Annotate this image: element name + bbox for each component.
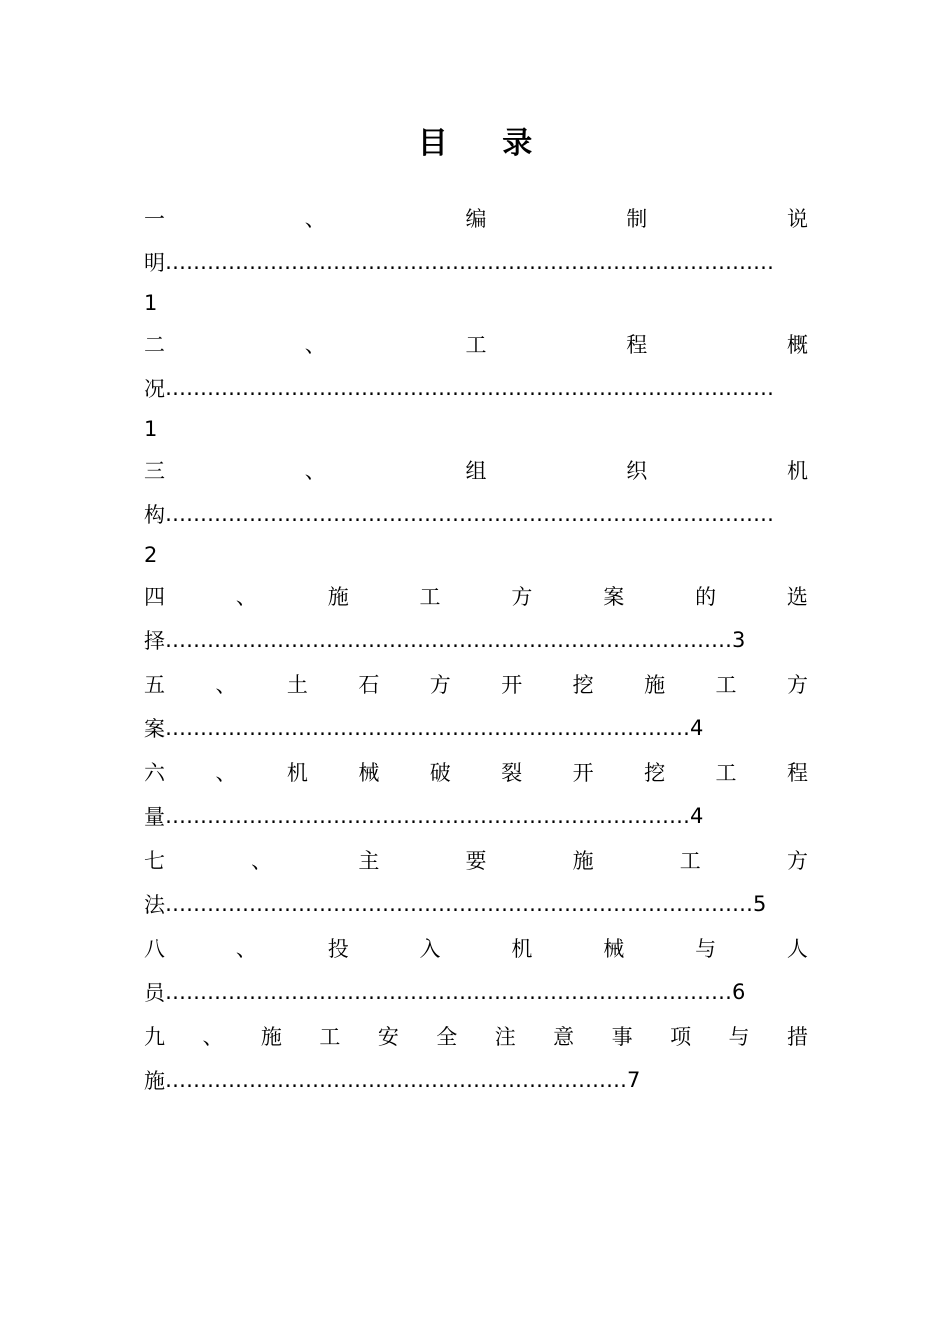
toc-entry-leader-line — [144, 1058, 808, 1102]
page-title: 目 录 — [417, 126, 555, 161]
toc-leader-dots: …………………………………………………………………………… — [165, 376, 774, 400]
toc-entry-char: 工 — [319, 1025, 341, 1049]
toc-entry-last-char: 构 — [144, 503, 165, 527]
toc-entry-char: 九 — [144, 1025, 165, 1049]
toc-leader-dots: ……………………………………………………………………… — [165, 628, 732, 652]
toc-entry-char: 事 — [611, 1025, 633, 1049]
toc-entry-char: 裂 — [501, 761, 523, 785]
toc-entry-leader-line — [144, 706, 808, 750]
toc-entry-char: 注 — [494, 1025, 516, 1049]
toc-entry-last-char: 法 — [144, 893, 165, 917]
toc-entry-char: 方 — [429, 673, 451, 697]
table-of-contents — [144, 196, 808, 1102]
toc-entry-char: 工 — [715, 761, 737, 785]
toc-entry-char: 要 — [465, 849, 487, 873]
toc-entry-char: 措 — [786, 1025, 808, 1049]
toc-entry-last-char: 量 — [144, 805, 165, 829]
toc-entry-char: 概 — [787, 333, 808, 357]
toc-entry-char: 、 — [304, 333, 326, 357]
toc-leader-dots: ………………………………………………………………………… — [165, 892, 753, 916]
toc-entry-leader-line — [144, 882, 808, 926]
toc-entry-char: 八 — [144, 937, 165, 961]
toc-leader-dots: ……………………………………………………………………… — [165, 980, 732, 1004]
toc-entry[interactable] — [144, 574, 808, 662]
toc-entry-char: 工 — [419, 585, 441, 609]
toc-page-line — [144, 410, 808, 448]
toc-entry-char: 制 — [626, 207, 648, 231]
toc-entry-heading-line — [144, 322, 808, 366]
toc-entry-last-char: 择 — [144, 629, 165, 653]
toc-entry-last-char: 况 — [144, 377, 165, 401]
toc-leader-dots: …………………………………………………………………………… — [165, 502, 774, 526]
toc-entry[interactable] — [144, 196, 808, 322]
toc-entry-char: 项 — [670, 1025, 692, 1049]
toc-entry-char: 开 — [501, 673, 523, 697]
toc-entry-char: 工 — [465, 333, 487, 357]
toc-entry-heading-line — [144, 196, 808, 240]
toc-entry-char: 六 — [144, 761, 165, 785]
toc-entry-char: 石 — [358, 673, 380, 697]
toc-entry-char: 施 — [572, 849, 594, 873]
toc-entry-char: 投 — [327, 937, 349, 961]
toc-entry[interactable] — [144, 926, 808, 1014]
toc-entry[interactable] — [144, 448, 808, 574]
toc-entry-leader-line — [144, 240, 808, 284]
toc-leader-dots: ………………………………………………………… — [165, 1068, 627, 1092]
toc-page-number: 4 — [690, 804, 704, 828]
toc-entry-char: 织 — [626, 459, 648, 483]
toc-entry[interactable] — [144, 662, 808, 750]
toc-entry-char: 的 — [695, 585, 717, 609]
toc-entry[interactable] — [144, 838, 808, 926]
toc-entry-char: 土 — [286, 673, 308, 697]
toc-entry-char: 一 — [144, 207, 165, 231]
toc-entry-char: 挖 — [644, 761, 666, 785]
toc-entry-char: 人 — [786, 937, 808, 961]
toc-page-number: 1 — [144, 417, 158, 441]
toc-page-number: 2 — [144, 543, 158, 567]
toc-entry-char: 工 — [715, 673, 737, 697]
toc-entry-last-char: 施 — [144, 1069, 165, 1093]
toc-page-number: 1 — [144, 291, 158, 315]
toc-entry-char: 、 — [235, 585, 257, 609]
toc-entry-char: 、 — [202, 1025, 224, 1049]
toc-entry-heading-line — [144, 574, 808, 618]
toc-entry-char: 安 — [377, 1025, 399, 1049]
toc-entry-leader-line — [144, 366, 808, 410]
toc-entry-char: 选 — [786, 585, 808, 609]
toc-entry-char: 机 — [286, 761, 308, 785]
toc-entry-leader-line — [144, 794, 808, 838]
toc-entry-char: 、 — [215, 761, 237, 785]
toc-entry-char: 机 — [787, 459, 808, 483]
toc-entry-heading-line — [144, 662, 808, 706]
toc-entry-heading-line — [144, 926, 808, 970]
toc-entry-char: 三 — [144, 459, 165, 483]
toc-entry-char: 破 — [429, 761, 451, 785]
toc-page-line — [144, 284, 808, 322]
toc-entry-char: 案 — [603, 585, 625, 609]
toc-entry-char: 与 — [728, 1025, 750, 1049]
toc-entry[interactable] — [144, 1014, 808, 1102]
toc-entry-char: 入 — [419, 937, 441, 961]
toc-entry-heading-line — [144, 448, 808, 492]
toc-page-line — [144, 536, 808, 574]
toc-page-number: 5 — [753, 892, 767, 916]
toc-entry-char: 七 — [144, 849, 165, 873]
toc-page-number: 6 — [732, 980, 746, 1004]
toc-page-number: 4 — [690, 716, 704, 740]
toc-entry-last-char: 员 — [144, 981, 165, 1005]
toc-entry-char: 意 — [553, 1025, 575, 1049]
toc-entry-char: 工 — [679, 849, 701, 873]
toc-entry-char: 、 — [304, 207, 326, 231]
toc-entry[interactable] — [144, 322, 808, 448]
toc-entry-char: 组 — [465, 459, 487, 483]
toc-entry-char: 与 — [695, 937, 717, 961]
toc-entry-char: 施 — [644, 673, 666, 697]
toc-entry-heading-line — [144, 1014, 808, 1058]
toc-entry-char: 方 — [786, 673, 808, 697]
toc-entry-leader-line — [144, 970, 808, 1014]
toc-entry-char: 程 — [626, 333, 648, 357]
toc-entry-char: 方 — [786, 849, 808, 873]
toc-entry-char: 方 — [511, 585, 533, 609]
toc-entry-char: 械 — [358, 761, 380, 785]
toc-page-number: 3 — [732, 628, 746, 652]
toc-entry-char: 机 — [511, 937, 533, 961]
toc-entry-char: 、 — [215, 673, 237, 697]
toc-entry-char: 说 — [787, 207, 808, 231]
toc-entry-char: 主 — [358, 849, 380, 873]
toc-entry-last-char: 案 — [144, 717, 165, 741]
toc-entry-char: 、 — [235, 937, 257, 961]
toc-entry-last-char: 明 — [144, 251, 165, 275]
toc-entry-char: 挖 — [572, 673, 594, 697]
toc-entry-char: 二 — [144, 333, 165, 357]
toc-entry-char: 全 — [436, 1025, 458, 1049]
toc-entry-char: 编 — [465, 207, 487, 231]
toc-entry-char: 施 — [260, 1025, 282, 1049]
toc-entry-heading-line — [144, 838, 808, 882]
toc-page-number: 7 — [627, 1068, 641, 1092]
toc-entry-heading-line — [144, 750, 808, 794]
toc-entry-leader-line — [144, 618, 808, 662]
toc-leader-dots: ………………………………………………………………… — [165, 716, 690, 740]
toc-entry-char: 四 — [144, 585, 165, 609]
toc-leader-dots: ………………………………………………………………… — [165, 804, 690, 828]
toc-entry-char: 五 — [144, 673, 165, 697]
toc-entry-char: 械 — [603, 937, 625, 961]
toc-entry-char: 程 — [786, 761, 808, 785]
toc-entry-char: 施 — [327, 585, 349, 609]
toc-entry-char: 、 — [304, 459, 326, 483]
toc-entry-char: 、 — [251, 849, 273, 873]
toc-leader-dots: …………………………………………………………………………… — [165, 250, 774, 274]
toc-entry-char: 开 — [572, 761, 594, 785]
toc-entry[interactable] — [144, 750, 808, 838]
toc-entry-leader-line — [144, 492, 808, 536]
